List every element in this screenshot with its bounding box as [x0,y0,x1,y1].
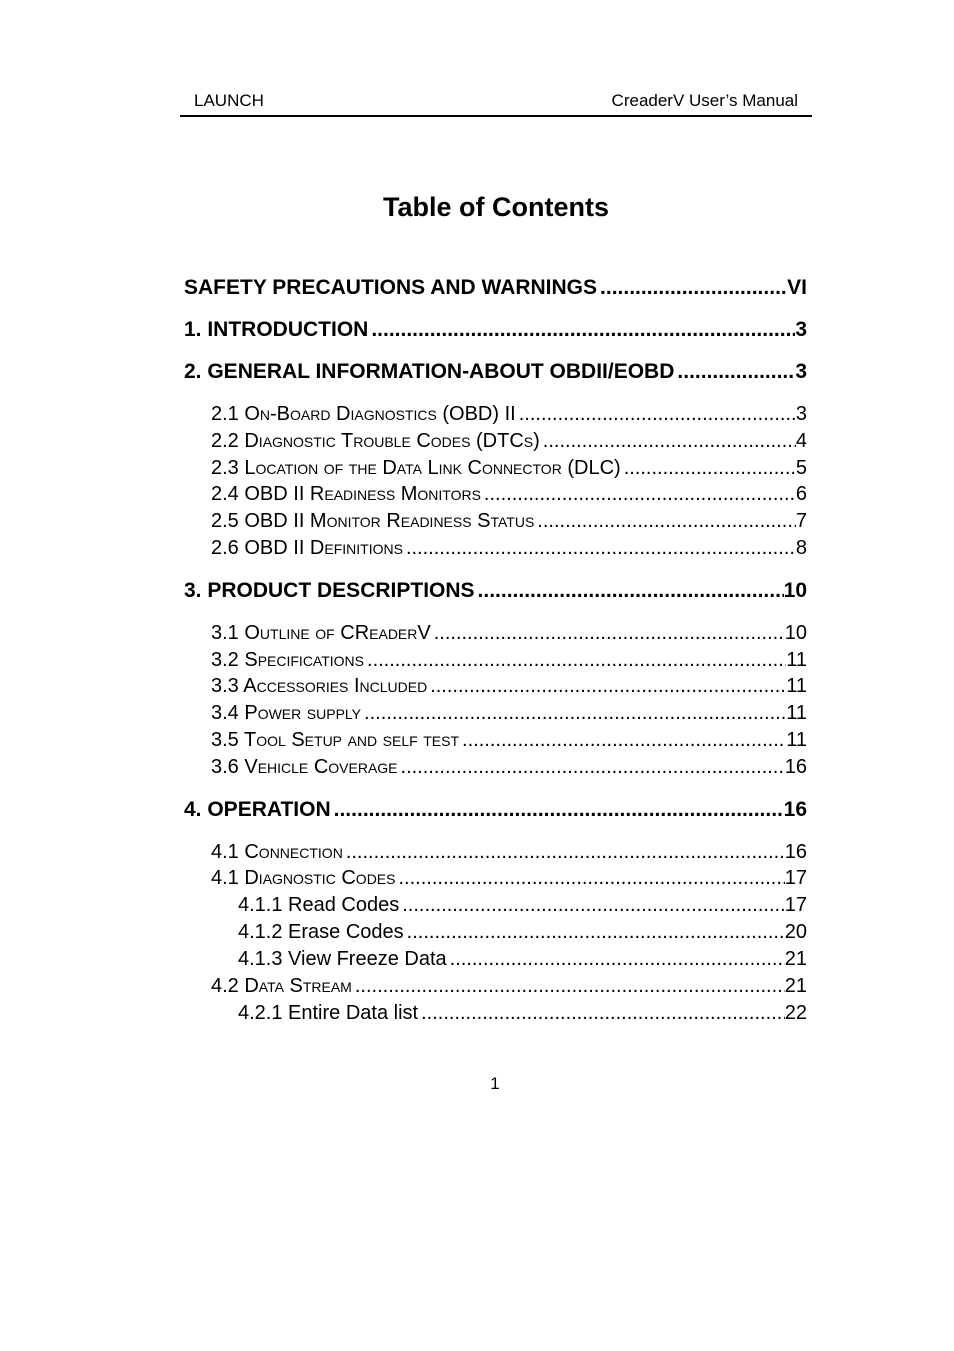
toc-entry-2-3[interactable] [211,457,807,484]
toc-entry-label: 3.3 Accessories Included [211,675,428,697]
dot-leader [481,483,796,506]
toc-entry-label: 3.5 Tool Setup and self test [211,729,460,751]
page-number: 1 [490,1074,500,1093]
toc-entry-page: 4 [795,430,807,452]
toc-entry-label: 3. PRODUCT DESCRIPTIONS [184,579,475,602]
toc-entry-page: 17 [784,867,807,889]
toc-entry-4-1-1[interactable] [238,894,807,921]
toc-entry-label: 1. INTRODUCTION [184,318,369,341]
dot-leader [621,457,796,480]
toc-entry-page: 10 [784,622,807,644]
toc-entry-label: 2.1 On-Board Diagnostics (OBD) II [211,403,516,425]
dot-leader [364,649,786,672]
toc-entry-label: 3.1 Outline of CReaderV [211,622,431,644]
toc-entry-2-6[interactable] [211,537,807,564]
toc-entry-page: 22 [784,1002,807,1024]
dot-leader [361,702,786,725]
toc-entry-label: 4.2 Data Stream [211,975,352,997]
dot-leader [368,318,795,342]
dot-leader [674,360,795,384]
toc-entry-page: 7 [795,510,807,532]
toc-entry-label: 2. GENERAL INFORMATION-ABOUT OBDII/EOBD [184,360,675,383]
toc-entry-label: 2.3 Location of the Data Link Connector (DLC) [211,457,621,479]
dot-leader [431,622,785,645]
toc-entry-label: 4.2.1 Entire Data list [238,1002,419,1024]
toc-entry-page: VI [787,276,807,299]
dot-leader [540,430,796,453]
toc-entry-page: 16 [784,841,807,863]
dot-leader [534,510,796,533]
toc-entry-page: 10 [783,579,807,602]
toc-entry-label: 3.4 Power supply [211,702,362,724]
toc-entry-4-2-1[interactable] [238,1002,807,1029]
toc-entry-3-4[interactable] [211,702,807,729]
toc-entry-page: 3 [795,403,807,425]
toc-entry-page: 21 [784,975,807,997]
toc-entry-page: 16 [784,756,807,778]
page-title: Table of Contents [383,192,609,222]
toc-entry-label: 2.4 OBD II Readiness Monitors [211,483,481,505]
toc-entry-page: 11 [786,649,807,671]
dot-leader [459,729,786,752]
toc-entry-operation[interactable] [184,798,807,826]
toc-entry-label: 2.6 OBD II Definitions [211,537,403,559]
toc-entry-3-5[interactable] [211,729,807,756]
toc-entry-2-4[interactable] [211,483,807,510]
dot-leader [343,841,785,864]
dot-leader [404,921,785,944]
toc-entry-page: 3 [795,360,807,383]
dot-leader [516,403,796,426]
toc-entry-page: 16 [783,798,807,821]
dot-leader [399,894,785,917]
dot-leader [398,756,785,779]
toc-entry-2-2[interactable] [211,430,807,457]
toc-entry-label: 4.1 Connection [211,841,343,863]
toc-entry-label: 4.1.2 Erase Codes [238,921,404,943]
toc-entry-3-2[interactable] [211,649,807,676]
toc-entry-4-1-connection[interactable] [211,841,807,868]
toc-entry-label: 4.1.3 View Freeze Data [238,948,447,970]
toc-entry-label: 3.6 Vehicle Coverage [211,756,398,778]
dot-leader [331,798,784,822]
header-brand: LAUNCH [194,91,264,110]
dot-leader [427,675,786,698]
dot-leader [597,276,787,300]
toc-entry-page: 8 [795,537,807,559]
toc-entry-3-6[interactable] [211,756,807,783]
toc-entry-label: 4. OPERATION [184,798,331,821]
toc-entry-4-1-diagnostic-codes[interactable] [211,867,807,894]
toc-entry-safety[interactable] [184,276,807,304]
toc-entry-page: 11 [786,675,807,697]
toc-entry-page: 3 [795,318,807,341]
toc-entry-page: 17 [784,894,807,916]
toc-entry-page: 6 [795,483,807,505]
toc-entry-page: 21 [784,948,807,970]
header-manual-title: CreaderV User’s Manual [611,91,798,110]
toc-entry-page: 11 [786,702,807,724]
toc-entry-4-1-2[interactable] [238,921,807,948]
toc-entry-page: 20 [784,921,807,943]
toc-entry-3-3[interactable] [211,675,807,702]
toc-entry-4-1-3[interactable] [238,948,807,975]
toc-entry-label: 2.5 OBD II Monitor Readiness Status [211,510,535,532]
toc-entry-general-information[interactable] [184,360,807,388]
toc-entry-3-1[interactable] [211,622,807,649]
toc-entry-label: 2.2 Diagnostic Trouble Codes (DTCs) [211,430,540,452]
toc-entry-label: 4.1 Diagnostic Codes [211,867,396,889]
dot-leader [352,975,785,998]
toc-entry-page: 11 [786,729,807,751]
dot-leader [403,537,796,560]
toc-entry-4-2[interactable] [211,975,807,1002]
toc-entry-label: 4.1.1 Read Codes [238,894,400,916]
toc-entry-label: SAFETY PRECAUTIONS AND WARNINGS [184,276,598,299]
toc-entry-2-5[interactable] [211,510,807,537]
toc-entry-label: 3.2 Specifications [211,649,365,671]
toc-entry-product-descriptions[interactable] [184,579,807,607]
toc-entry-page: 5 [795,457,807,479]
toc-entry-2-1[interactable] [211,403,807,430]
toc-entry-introduction[interactable] [184,318,807,346]
dot-leader [447,948,785,971]
dot-leader [396,867,785,890]
dot-leader [418,1002,785,1025]
dot-leader [475,579,784,603]
